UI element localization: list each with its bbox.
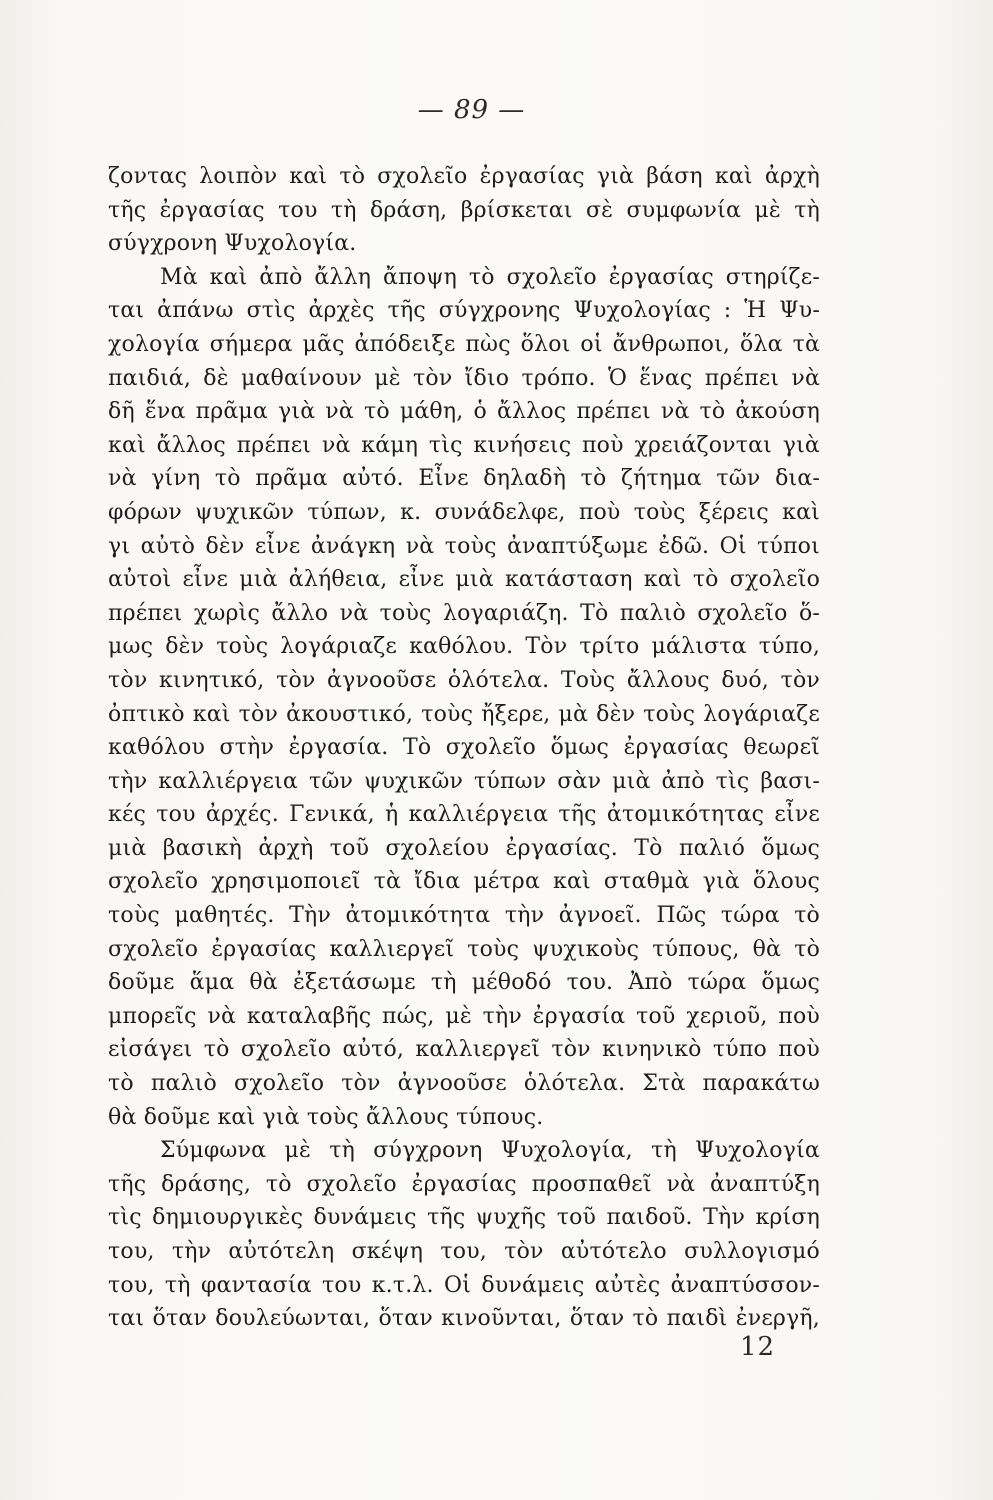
text-line: νὰ γίνη τὸ πρᾶμα αὐτό. Εἶνε δηλαδὴ τὸ ζήτημα τῶν δια-	[108, 466, 821, 492]
text-line: του, τὴ φαντασία του κ.τ.λ. Οἱ δυνάμεις αὐτὲς ἀναπτύσσον-	[108, 1272, 821, 1298]
text-line: τῆς δράσης, τὸ σχολεῖο ἐργασίας προσπαθεῖ νὰ ἀναπτύξη	[108, 1171, 820, 1197]
text-line: τὴν καλλιέργεια τῶν ψυχικῶν τύπων σὰν μιὰ ἀπὸ τὶς βασι-	[108, 768, 820, 794]
signature-mark: 12	[740, 1332, 776, 1362]
text-line: σχολεῖο χρησιμοποιεῖ τὰ ἴδια μέτρα καὶ σταθμὰ γιὰ ὅλους	[108, 869, 821, 895]
text-line: τῆς ἐργασίας του τὴ δράση, βρίσκεται σὲ συμφωνία μὲ τὴ	[108, 197, 820, 223]
text-line: τὸ παλιὸ σχολεῖο τὸν ἀγνοοῦσε ὁλότελα. Στὰ παρακάτω	[108, 1071, 820, 1097]
text-line: τὶς δημιουργικὲς δυνάμεις τῆς ψυχῆς τοῦ παιδοῦ. Τὴν κρίση	[108, 1205, 820, 1231]
text-line: μως δὲν τοὺς λογάριαζε καθόλου. Τὸν τρίτο μάλιστα τύπο,	[108, 634, 821, 660]
text-line: καὶ ἄλλος πρέπει νὰ κάμη τὶς κινήσεις ποὺ χρειάζονται γιὰ	[108, 432, 820, 458]
text-line: δῆ ἕνα πρᾶμα γιὰ νὰ τὸ μάθη, ὁ ἄλλος πρέπει νὰ τὸ ἀκούση	[108, 399, 821, 425]
text-line: σύγχρονη Ψυχολογία.	[108, 231, 357, 257]
text-line: ται ἀπάνω στὶς ἀρχὲς τῆς σύγχρονης Ψυχολογίας : Ἡ Ψυ-	[108, 298, 820, 324]
text-line: ὀπτικὸ καὶ τὸν ἀκουστικό, τοὺς ἤξερε, μὰ δὲν τοὺς λογάριαζε	[108, 701, 820, 727]
text-line: μιὰ βασικὴ ἀρχὴ τοῦ σχολείου ἐργασίας. Τὸ παλιό ὅμως	[108, 835, 820, 861]
text-line: κές του ἀρχές. Γενικά, ἡ καλλιέργεια τῆς ἀτομικότητας εἶνε	[108, 802, 820, 828]
text-line: καθόλου στὴν ἐργασία. Τὸ σχολεῖο ὅμως ἐργασίας θεωρεῖ	[108, 735, 820, 761]
text-line: Σύμφωνα μὲ τὴ σύγχρονη Ψυχολογία, τὴ Ψυχολογία	[160, 1138, 820, 1164]
text-line: εἰσάγει τὸ σχολεῖο αὐτό, καλλιεργεῖ τὸν κινηνικὸ τύπο ποὺ	[108, 1037, 820, 1063]
text-line: γι αὐτὸ δὲν εἶνε ἀνάγκη νὰ τοὺς ἀναπτύξωμε ἐδῶ. Οἱ τύποι	[108, 533, 820, 559]
text-line: πρέπει χωρὶς ἄλλο νὰ τοὺς λογαριάζη. Τὸ παλιὸ σχολεῖο ὅ-	[108, 600, 821, 626]
text-line: μπορεῖς νὰ καταλαβῆς πώς, μὲ τὴν ἐργασία τοῦ χεριοῦ, ποὺ	[108, 1003, 820, 1029]
text-line: ζοντας λοιπὸν καὶ τὸ σχολεῖο ἐργασίας γιὰ βάση καὶ ἀρχὴ	[108, 164, 820, 189]
text-line: τὸν κινητικό, τὸν ἀγνοοῦσε ὁλότελα. Τοὺς ἄλλους δυό, τὸν	[108, 667, 820, 693]
text-line: φόρων ψυχικῶν τύπων, κ. συνάδελφε, ποὺ τοὺς ξέρεις καὶ	[108, 499, 820, 525]
text-line: ται ὅταν δουλεύωνται, ὅταν κινοῦνται, ὅταν τὸ παιδὶ ἐνεργῆ,	[108, 1306, 820, 1332]
text-line: σχολεῖο ἐργασίας καλλιεργεῖ τοὺς ψυχικοὺς τύπους, θὰ τὸ	[108, 936, 821, 962]
text-line: χολογία σήμερα μᾶς ἀπόδειξε πὼς ὅλοι οἱ ἄνθρωποι, ὅλα τὰ	[108, 331, 821, 357]
text-line: Μὰ καὶ ἀπὸ ἄλλη ἄποψη τὸ σχολεῖο ἐργασίας στηρίζε-	[160, 264, 821, 290]
page-number: — 89 —	[417, 95, 526, 125]
text-line: παιδιά, δὲ μαθαίνουν μὲ τὸν ἴδιο τρόπο. Ὁ ἕνας πρέπει νὰ	[108, 365, 821, 391]
text-line: δοῦμε ἅμα θὰ ἐξετάσωμε τὴ μέθοδό του. Ἀπὸ τώρα ὅμως	[108, 970, 821, 996]
text-line: τοὺς μαθητές. Τὴν ἀτομικότητα τὴν ἀγνοεῖ. Πῶς τώρα τὸ	[108, 903, 821, 929]
text-line: αὐτοὶ εἶνε μιὰ ἀλήθεια, εἶνε μιὰ κατάσταση καὶ τὸ σχολεῖο	[108, 567, 821, 593]
body-text	[108, 160, 820, 1336]
text-line: θὰ δοῦμε καὶ γιὰ τοὺς ἄλλους τύπους.	[108, 1104, 544, 1130]
text-line: του, τὴν αὐτότελη σκέψη του, τὸν αὐτότελο συλλογισμό	[108, 1239, 820, 1264]
